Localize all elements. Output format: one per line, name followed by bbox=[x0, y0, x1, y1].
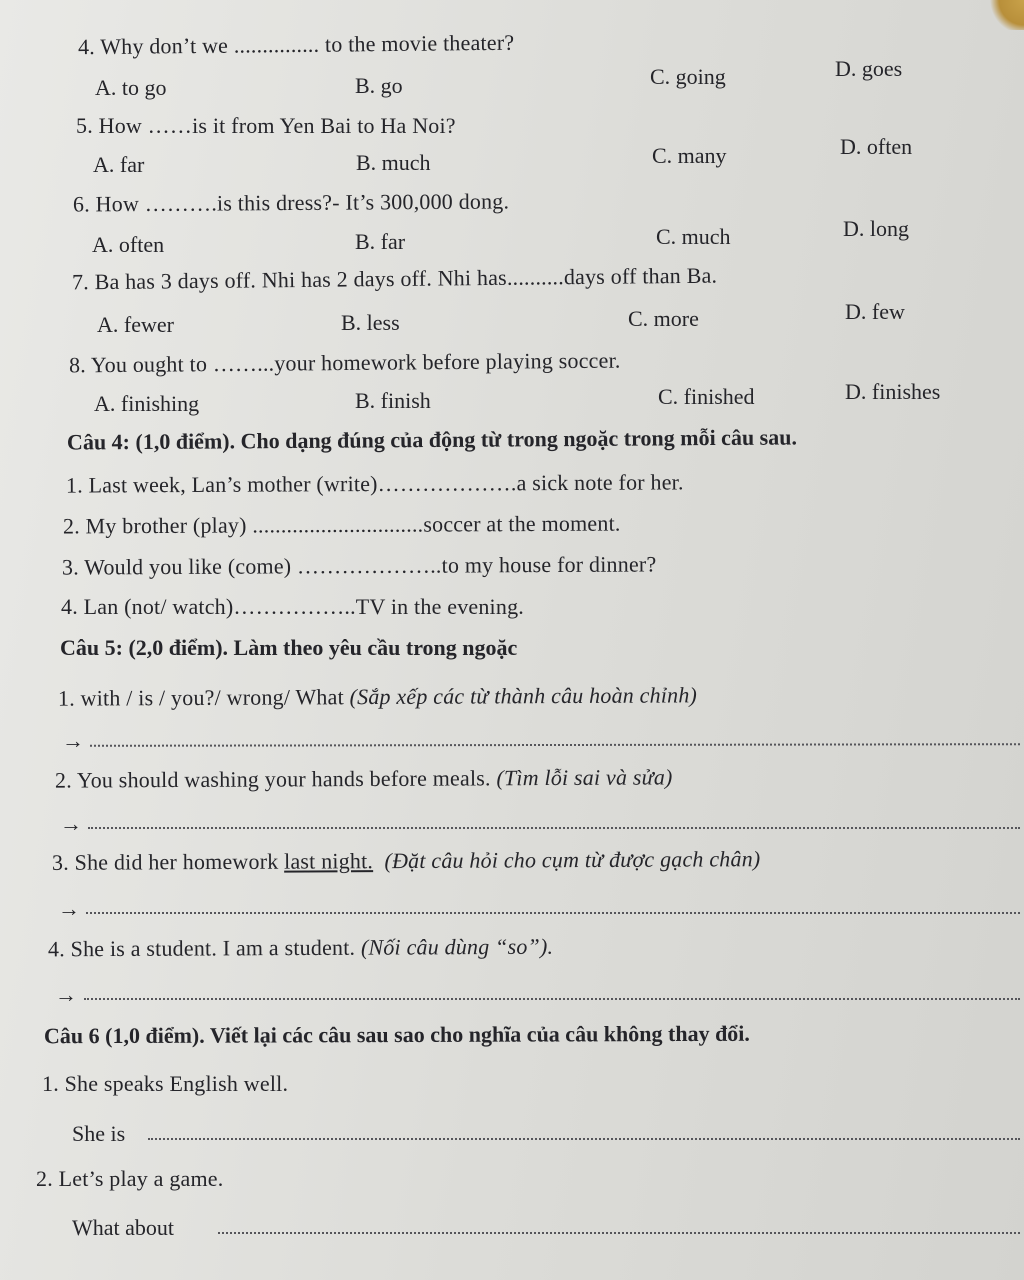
q4-option-b[interactable]: B. go bbox=[355, 73, 403, 98]
q8-option-a[interactable]: A. finishing bbox=[94, 391, 200, 416]
cau6-item-2-prompt: What about bbox=[72, 1215, 175, 1240]
q5-option-b[interactable]: B. much bbox=[356, 150, 431, 175]
arrow-icon: → bbox=[60, 811, 82, 836]
cau5-item-4-note: (Nối câu dùng “so”). bbox=[360, 933, 554, 960]
cau5-item-3-note: (Đặt câu hỏi cho cụm từ được gạch chân) bbox=[384, 846, 761, 874]
question-8: 8. You ought to ……...your homework before playing soccer. bbox=[68, 347, 621, 378]
cau6-item-2: 2. Let’s play a game. bbox=[36, 1166, 224, 1191]
cau6-heading: Câu 6 (1,0 điểm). Viết lại các câu sau sao cho nghĩa của câu không thay đổi. bbox=[43, 1020, 750, 1049]
cau4-item-3: 3. Would you like (come) ………………..to my house for dinner? bbox=[61, 551, 657, 580]
cau4-heading: Câu 4: (1,0 điểm). Cho dạng đúng của động từ trong ngoặc trong mỗi câu sau. bbox=[66, 424, 798, 455]
q4-option-d[interactable]: D. goes bbox=[835, 56, 903, 81]
question-4: 4. Why don’t we ............... to the movie theater? bbox=[77, 29, 515, 60]
arrow-icon: → bbox=[58, 896, 80, 921]
arrow-icon: → bbox=[62, 728, 84, 753]
cau5-answer-line-1[interactable] bbox=[90, 743, 1020, 747]
q6-option-d[interactable]: D. long bbox=[843, 216, 909, 241]
cau5-item-4 bbox=[48, 934, 553, 963]
cau5-item-1-note: (Sắp xếp các từ thành câu hoàn chỉnh) bbox=[349, 682, 698, 710]
q4-option-c[interactable]: C. going bbox=[650, 64, 726, 89]
q7-option-a[interactable]: A. fewer bbox=[97, 312, 174, 337]
cau4-item-2: 2. My brother (play) ..............................soccer at the moment. bbox=[62, 510, 621, 539]
cau6-item-1: 1. She speaks English well. bbox=[42, 1071, 289, 1096]
q6-option-c[interactable]: C. much bbox=[656, 224, 731, 249]
cau5-item-4-text: 4. She is a student. I am a student. bbox=[47, 934, 361, 962]
q5-option-c[interactable]: C. many bbox=[652, 143, 727, 168]
cau5-item-2-text: 2. You should washing your hands before meals. bbox=[54, 765, 497, 793]
cau6-answer-line-2[interactable] bbox=[218, 1232, 1020, 1234]
cau5-answer-line-3[interactable] bbox=[86, 912, 1020, 914]
cau5-answer-line-2[interactable] bbox=[88, 827, 1020, 829]
q5-option-a[interactable]: A. far bbox=[93, 152, 145, 177]
question-7: 7. Ba has 3 days off. Nhi has 2 days off. Nhi has..........days off than Ba. bbox=[71, 262, 718, 295]
cau5-item-2-note: (Tìm lỗi sai và sửa) bbox=[496, 764, 673, 791]
cau5-answer-line-4[interactable] bbox=[84, 998, 1020, 1000]
q5-option-d[interactable]: D. often bbox=[840, 134, 913, 159]
cau5-item-3-spacer bbox=[373, 848, 385, 873]
q7-option-c[interactable]: C. more bbox=[628, 306, 699, 331]
cau4-item-4: 4. Lan (not/ watch)……………..TV in the evening. bbox=[61, 594, 524, 619]
q7-option-b[interactable]: B. less bbox=[341, 310, 400, 335]
cau5-item-1-text: 1. with / is / you?/ wrong/ What bbox=[57, 684, 350, 711]
q8-option-b[interactable]: B. finish bbox=[355, 388, 431, 413]
cau5-item-1 bbox=[58, 682, 697, 711]
q8-option-d[interactable]: D. finishes bbox=[845, 379, 941, 404]
q7-option-d[interactable]: D. few bbox=[845, 299, 905, 324]
q6-option-b[interactable]: B. far bbox=[355, 229, 406, 254]
question-5: 5. How ……is it from Yen Bai to Ha Noi? bbox=[76, 113, 456, 138]
question-6: 6. How ……….is this dress?- It’s 300,000 dong. bbox=[72, 188, 510, 217]
arrow-icon: → bbox=[55, 982, 77, 1007]
cau5-item-3-text: 3. She did her homework bbox=[51, 848, 285, 875]
q6-option-a[interactable]: A. often bbox=[92, 232, 165, 257]
cau6-answer-line-1[interactable] bbox=[148, 1138, 1020, 1140]
cau6-item-1-prompt: She is bbox=[72, 1121, 126, 1146]
cau5-item-3 bbox=[52, 846, 761, 876]
cau5-item-2 bbox=[55, 764, 673, 793]
cau4-item-1: 1. Last week, Lan’s mother (write)……………….a sick note for her. bbox=[65, 469, 684, 498]
q4-option-a[interactable]: A. to go bbox=[95, 75, 167, 100]
cau5-item-3-underlined: last night. bbox=[284, 848, 374, 874]
cau5-heading: Câu 5: (2,0 điểm). Làm theo yêu cầu trong ngoặc bbox=[60, 635, 518, 660]
q8-option-c[interactable]: C. finished bbox=[658, 384, 755, 409]
